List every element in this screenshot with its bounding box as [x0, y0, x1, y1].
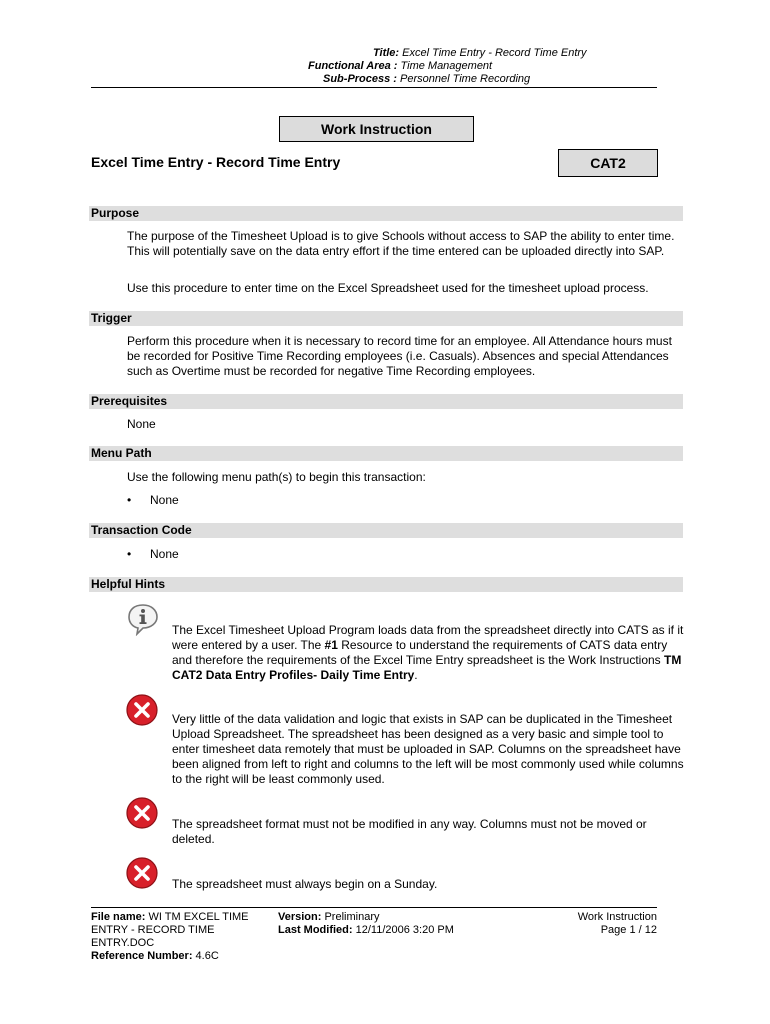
stop-x-icon [125, 856, 159, 890]
stop-x-icon [125, 693, 159, 727]
menu-path-text: Use the following menu path(s) to begin this transaction: [127, 470, 426, 484]
header-sub-process: Sub-Process : Personnel Time Recording [323, 73, 531, 85]
bullet-icon: • [127, 547, 132, 561]
info-icon [126, 602, 160, 636]
work-instruction-label: Work Instruction [279, 116, 474, 142]
section-heading-prerequisites: Prerequisites [89, 394, 683, 409]
footer-page-info: Work Instruction Page 1 / 12 [577, 911, 657, 936]
prerequisites-text: None [127, 417, 156, 431]
footer-file-info: File name: WI TM EXCEL TIME ENTRY - RECORD TIME ENTRY.DOC Reference Number: 4.6C [91, 911, 249, 962]
transaction-code-bullet: • None [127, 547, 179, 561]
section-heading-helpful-hints: Helpful Hints [89, 577, 683, 592]
stop-x-icon [125, 796, 159, 830]
document-title: Excel Time Entry - Record Time Entry [91, 154, 341, 170]
section-heading-trigger: Trigger [89, 311, 683, 326]
purpose-paragraph-1: The purpose of the Timesheet Upload is to give Schools without access to SAP the ability to enter time. This will potentially save on the data entry effort if the time entered can be uploaded directly into SAP. [127, 229, 675, 258]
header-divider [91, 87, 657, 88]
page-number: Page 1 / 12 [600, 924, 657, 936]
transaction-badge: CAT2 [558, 149, 658, 177]
hint-4: The spreadsheet must always begin on a Sunday. [172, 877, 438, 891]
hint-2: Very little of the data validation and logic that exists in SAP can be duplicated in the Timesheet Upload Spreadsheet. The spreadsheet has been designed as a very basic and simple tool to enter timesheet data remotely that must be uploaded in SAP. Columns on the spreadsheet have been aligned from left to right and columns to the left will be most commonly used while columns to the right will be least commonly used. [172, 712, 684, 786]
hint-3: The spreadsheet format must not be modified in any way. Columns must not be moved or deleted. [172, 817, 647, 846]
header-title: Title: Excel Time Entry - Record Time Entry [373, 47, 587, 59]
header-functional-area: Functional Area : Time Management [308, 60, 493, 72]
menu-path-bullet: • None [127, 493, 179, 507]
purpose-paragraph-2: Use this procedure to enter time on the Excel Spreadsheet used for the timesheet upload process. [127, 281, 649, 295]
section-heading-purpose: Purpose [89, 206, 683, 221]
footer-divider [91, 907, 657, 908]
section-heading-transaction-code: Transaction Code [89, 523, 683, 538]
hint-1: The Excel Timesheet Upload Program loads data from the spreadsheet directly into CATS as if it were entered by a user. The #1 Resource to understand the requirements of CATS data entry and therefore the requirements of the Excel Time Entry spreadsheet is the Work Instructions TM CAT2 Data Entry Profiles- Daily Time Entry. [172, 623, 684, 682]
bullet-icon: • [127, 493, 132, 507]
trigger-paragraph: Perform this procedure when it is necessary to record time for an employee. All Attendance hours must be recorded for Positive Time Recording employees (i.e. Casuals). Absences and special Attendances such as Overtime must be recorded for negative Time Recording employees. [127, 334, 672, 378]
footer-version-info: Version: Preliminary Last Modified: 12/11/2006 3:20 PM [278, 911, 454, 936]
section-heading-menu-path: Menu Path [89, 446, 683, 461]
